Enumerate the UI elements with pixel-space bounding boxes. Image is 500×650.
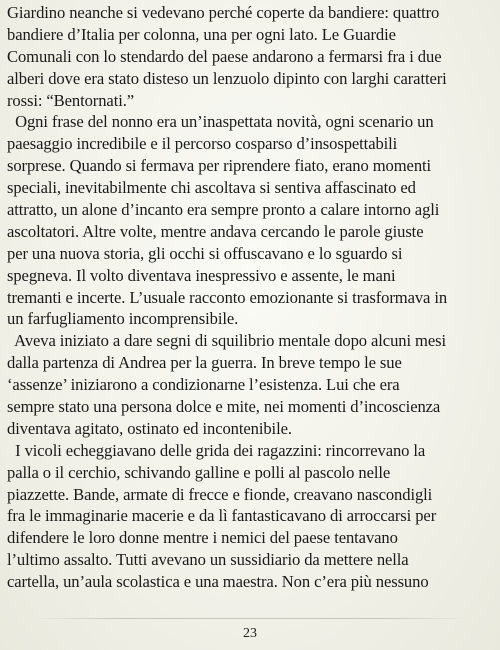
- text-line: Comunali con lo stendardo del paese andarono a fermarsi fra i due: [7, 46, 442, 66]
- text-line: tremanti e incerte. L’usuale racconto emozionante si trasformava in: [7, 287, 448, 307]
- text-line: diventava agitato, ostinato ed incontenibile.: [7, 418, 292, 438]
- text-line: Giardino neanche si vedevano perché coperte da bandiere: quattro: [7, 3, 440, 22]
- text-line: palla o il cerchio, schivando galline e polli al pascolo nelle: [7, 462, 391, 482]
- text-line: sorprese. Quando si fermava per riprendere fiato, erano momenti: [7, 156, 432, 176]
- text-line: bandiere d’Italia per colonna, una per ogni lato. Le Guardie: [7, 24, 396, 44]
- text-line: per una nuova storia, gli occhi si offuscavano e lo sguardo si: [7, 243, 403, 263]
- text-line: speciali, inevitabilmente chi ascoltava si sentiva affascinato ed: [7, 178, 416, 198]
- text-line: I vicoli echeggiavano delle grida dei ragazzini: rincorrevano la: [7, 440, 426, 460]
- text-line: alberi dove era stato disteso un lenzuolo dipinto con larghi caratteri: [7, 68, 447, 88]
- text-line: Ogni frase del nonno era un’inaspettata novità, ogni scenario un: [7, 112, 434, 132]
- text-line: fra le immaginarie macerie e da lì fantasticavano di arroccarsi per: [7, 506, 437, 526]
- page-number: 23: [243, 626, 257, 641]
- text-line: cartella, un’aula scolastica e una maestra. Non c’era più nessuno: [7, 572, 429, 592]
- body-text: [7, 2, 495, 593]
- text-line: piazzette. Bande, armate di frecce e fionde, creavano nascondigli: [7, 484, 433, 504]
- text-line: ‘assenze’ iniziarono a condizionarne l’esistenza. Lui che era: [7, 375, 400, 395]
- footer-divider: [32, 618, 468, 619]
- text-line: l’ultimo assalto. Tutti avevano un sussidiario da mettere nella: [7, 550, 409, 570]
- text-line: attratto, un alone d’incanto era sempre pronto a calare intorno agli: [7, 200, 440, 220]
- text-line: paesaggio incredibile e il percorso cosparso d’insospettabili: [7, 134, 398, 154]
- text-line: sempre stato una persona dolce e mite, nei momenti d’incoscienza: [7, 397, 441, 417]
- text-line: spegneva. Il volto diventava inespressivo e assente, le mani: [7, 265, 396, 285]
- text-line: Aveva iniziato a dare segni di squilibrio mentale dopo alcuni mesi: [7, 331, 446, 351]
- text-line: difendere le loro donne mentre i nemici del paese tentavano: [7, 528, 398, 548]
- text-line: dalla partenza di Andrea per la guerra. In breve tempo le sue: [7, 353, 402, 373]
- text-line: un farfugliamento incomprensibile.: [7, 309, 239, 329]
- text-line: ascoltatori. Altre volte, mentre andava cercando le parole giuste: [7, 221, 424, 241]
- text-line: rossi: “Bentornati.”: [7, 90, 135, 110]
